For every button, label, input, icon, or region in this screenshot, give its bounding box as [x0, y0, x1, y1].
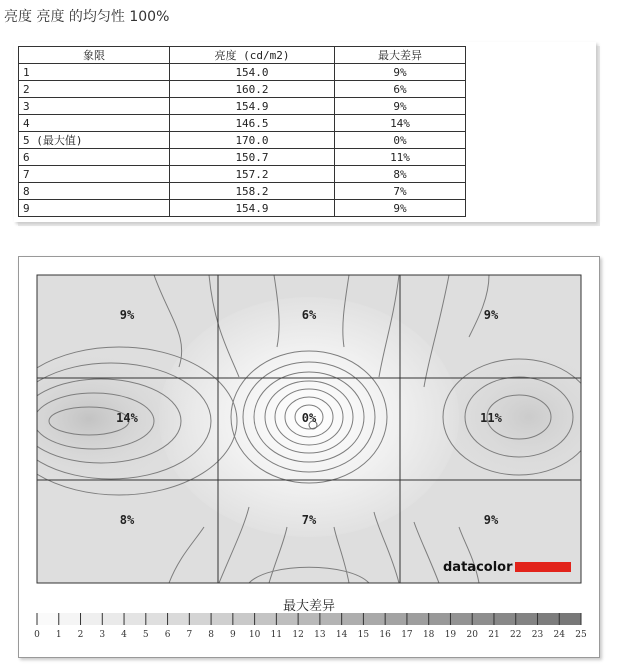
legend-swatch [255, 613, 277, 625]
legend-tick-label: 7 [186, 630, 193, 640]
legend-swatch [472, 613, 494, 625]
difference-cell: 9% [335, 200, 466, 217]
legend-title: 最大差异 [282, 599, 335, 614]
legend-swatch [516, 613, 538, 625]
legend-tick-label: 20 [466, 630, 478, 640]
legend-tick-label: 3 [99, 630, 106, 640]
quadrant-value: 8% [119, 513, 135, 527]
difference-cell: 8% [335, 166, 466, 183]
table-row [19, 149, 466, 166]
quadrant-cell: 3 [19, 98, 170, 115]
quadrant-value: 0% [301, 411, 317, 425]
table-row [19, 115, 466, 132]
table-row [19, 64, 466, 81]
difference-cell: 0% [335, 132, 466, 149]
uniformity-table [18, 46, 466, 217]
legend-swatch [494, 613, 516, 625]
legend-swatch [429, 613, 451, 625]
quadrant-cell: 1 [19, 64, 170, 81]
difference-cell: 6% [335, 81, 466, 98]
quadrant-value: 6% [301, 308, 317, 322]
table-row [19, 183, 466, 200]
legend-tick-label: 12 [292, 630, 304, 640]
legend-tick-label: 6 [164, 630, 171, 640]
legend-tick-label: 25 [575, 630, 587, 640]
quadrant-cell: 5 (最大值) [19, 132, 170, 149]
legend-tick-label: 21 [488, 630, 500, 640]
legend-tick-label: 24 [553, 630, 565, 640]
column-header-quadrant: 象限 [19, 47, 170, 64]
legend-tick-label: 17 [401, 630, 413, 640]
legend-swatch [146, 613, 168, 625]
legend-swatch [342, 613, 364, 625]
table-row [19, 98, 466, 115]
quadrant-cell: 7 [19, 166, 170, 183]
table-row [19, 200, 466, 217]
legend-swatch [450, 613, 472, 625]
legend-swatch [320, 613, 342, 625]
legend-swatch [37, 613, 59, 625]
difference-cell: 9% [335, 64, 466, 81]
luminance-cell: 146.5 [170, 115, 335, 132]
column-header-luminance: 亮度 (cd/m2) [170, 47, 335, 64]
legend-swatch [168, 613, 190, 625]
legend-tick-label: 0 [34, 630, 40, 640]
quadrant-cell: 4 [19, 115, 170, 132]
quadrant-value: 9% [483, 513, 499, 527]
legend-tick-label: 16 [379, 630, 391, 640]
legend-swatch [298, 613, 320, 625]
legend-swatch [559, 613, 581, 625]
legend-tick-label: 5 [142, 630, 149, 640]
quadrant-value: 9% [119, 308, 135, 322]
table-row [19, 132, 466, 149]
luminance-cell: 150.7 [170, 149, 335, 166]
legend-swatch [59, 613, 81, 625]
legend-tick-label: 11 [270, 630, 283, 640]
legend-swatch [385, 613, 407, 625]
luminance-cell: 154.0 [170, 64, 335, 81]
legend-swatch [407, 613, 429, 625]
legend-swatch [537, 613, 559, 625]
legend-tick-label: 1 [55, 630, 62, 640]
difference-cell: 14% [335, 115, 466, 132]
uniformity-table-panel [14, 42, 596, 222]
quadrant-value: 7% [301, 513, 317, 527]
luminance-cell: 158.2 [170, 183, 335, 200]
luminance-cell: 170.0 [170, 132, 335, 149]
legend-tick-label: 4 [121, 630, 127, 640]
difference-cell: 7% [335, 183, 466, 200]
legend-tick-label: 19 [444, 630, 457, 640]
quadrant-value: 11% [480, 411, 502, 425]
difference-cell: 11% [335, 149, 466, 166]
logo-bar [515, 562, 571, 572]
uniformity-map-panel [18, 256, 600, 658]
legend-swatch [233, 613, 255, 625]
legend-tick-label: 13 [314, 630, 326, 640]
legend-tick-label: 14 [335, 630, 348, 640]
legend-tick-label: 18 [422, 630, 435, 640]
logo-text: datacolor [443, 560, 513, 575]
legend-tick-label: 10 [248, 630, 261, 640]
table-header-row [19, 47, 466, 64]
legend-swatch [276, 613, 298, 625]
quadrant-value: 14% [116, 411, 138, 425]
legend-swatch [81, 613, 103, 625]
quadrant-cell: 2 [19, 81, 170, 98]
quadrant-cell: 6 [19, 149, 170, 166]
quadrant-cell: 8 [19, 183, 170, 200]
legend-swatch [363, 613, 385, 625]
quadrant-cell: 9 [19, 200, 170, 217]
legend-swatch [211, 613, 233, 625]
difference-cell: 9% [335, 98, 466, 115]
luminance-cell: 157.2 [170, 166, 335, 183]
legend-scale [34, 613, 587, 640]
luminance-cell: 154.9 [170, 200, 335, 217]
table-row [19, 166, 466, 183]
table-row [19, 81, 466, 98]
legend-tick-label: 15 [357, 630, 370, 640]
legend-tick-label: 23 [531, 630, 544, 640]
legend-swatch [102, 613, 124, 625]
legend-swatch [189, 613, 211, 625]
legend-swatch [124, 613, 146, 625]
quadrant-value: 9% [483, 308, 499, 322]
luminance-cell: 160.2 [170, 81, 335, 98]
legend-tick-label: 22 [509, 630, 522, 640]
legend-tick-label: 9 [229, 630, 236, 640]
column-header-max-difference: 最大差异 [335, 47, 466, 64]
luminance-cell: 154.9 [170, 98, 335, 115]
legend-tick-label: 8 [208, 630, 214, 640]
legend-tick-label: 2 [77, 630, 84, 640]
page-title: 亮度 亮度 的均匀性 100% [4, 9, 170, 25]
